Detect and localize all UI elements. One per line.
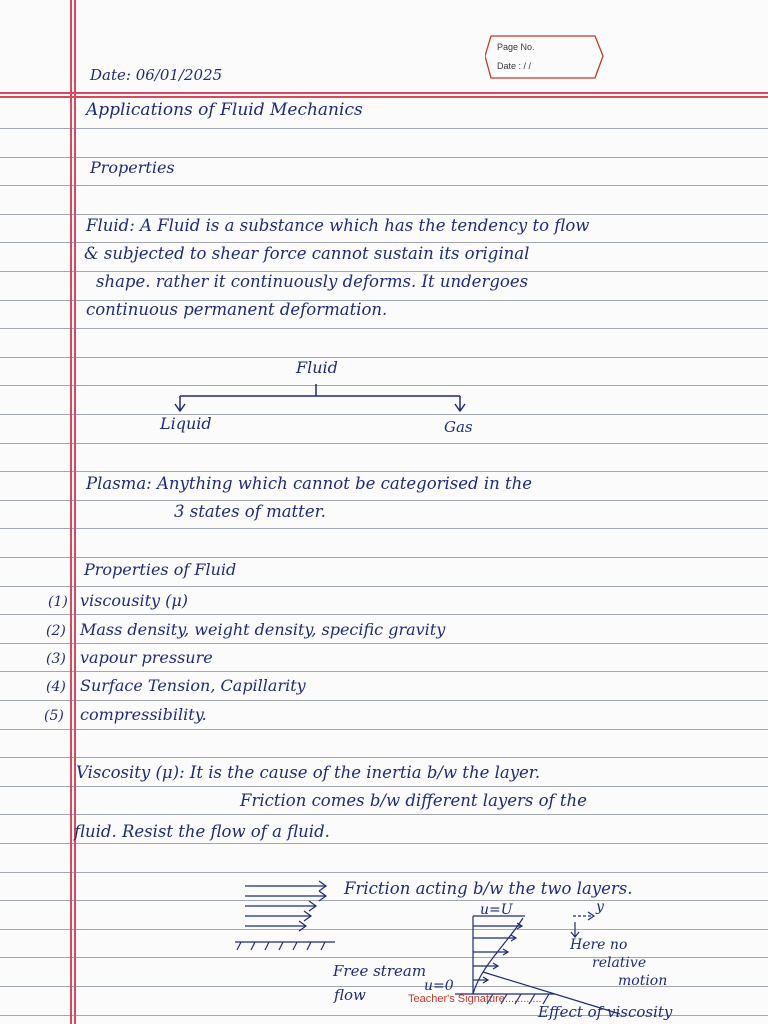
ruled-line xyxy=(0,872,768,873)
u-equals-U-label: u=U xyxy=(480,902,513,918)
ruled-line xyxy=(0,700,768,701)
ruled-line xyxy=(0,328,768,329)
viscosity-line-3: fluid. Resist the flow of a fluid. xyxy=(74,822,330,841)
list-item: viscousity (μ) xyxy=(80,591,189,610)
fluid-def-line-2: & subjected to shear force cannot sustain its original xyxy=(84,244,530,263)
ruled-line xyxy=(0,557,768,558)
teacher-signature-field: Teacher's Signature............ xyxy=(408,993,542,1005)
section-heading: Properties xyxy=(90,158,175,177)
margin-line xyxy=(70,0,72,1024)
plasma-line-2: 3 states of matter. xyxy=(174,502,326,521)
page-no-label: Page No. xyxy=(497,42,535,52)
list-item: vapour pressure xyxy=(80,648,213,667)
list-item: compressibility. xyxy=(80,705,207,724)
page-title: Applications of Fluid Mechanics xyxy=(86,100,363,120)
relative-label: relative xyxy=(592,955,647,971)
ruled-line xyxy=(0,586,768,587)
date-label: Date : / / xyxy=(497,61,532,71)
ruled-line xyxy=(0,729,768,730)
diagram-liquid: Liquid xyxy=(160,414,212,433)
ruled-line xyxy=(0,786,768,787)
fluid-def-line-1: Fluid: A Fluid is a substance which has the tendency to flow xyxy=(86,216,590,235)
fluid-def-line-4: continuous permanent deformation. xyxy=(86,300,388,319)
friction-label: Friction acting b/w the two layers. xyxy=(344,879,633,898)
viscosity-line-2: Friction comes b/w different layers of the xyxy=(240,791,587,810)
here-no-label: Here no xyxy=(570,937,628,953)
diagram-gas: Gas xyxy=(444,418,473,436)
viscosity-line-1: Viscosity (μ): It is the cause of the inertia b/w the layer. xyxy=(76,763,541,782)
diagram-root-fluid: Fluid xyxy=(296,358,338,377)
list-number: (5) xyxy=(44,708,64,724)
plasma-line-1: Plasma: Anything which cannot be categorised in the xyxy=(86,474,532,493)
page-number-box xyxy=(485,34,600,78)
ruled-line xyxy=(0,814,768,815)
ruled-line xyxy=(0,643,768,644)
ruled-line xyxy=(0,500,768,501)
free-stream-label: Free stream xyxy=(333,962,427,980)
motion-label: motion xyxy=(618,973,668,989)
ruled-line xyxy=(0,242,768,243)
flow-label: flow xyxy=(334,986,366,1004)
ruled-line xyxy=(0,414,768,415)
ruled-line xyxy=(0,443,768,444)
ruled-line xyxy=(0,128,768,129)
ruled-line xyxy=(0,671,768,672)
ruled-line xyxy=(0,843,768,844)
ruled-line xyxy=(0,471,768,472)
properties-heading: Properties of Fluid xyxy=(84,560,237,579)
list-item: Surface Tension, Capillarity xyxy=(80,676,306,695)
top-red-rule-2 xyxy=(0,96,768,98)
ruled-line xyxy=(0,214,768,215)
y-label: y xyxy=(596,899,604,915)
ruled-line xyxy=(0,757,768,758)
list-number: (4) xyxy=(46,679,66,695)
ruled-line xyxy=(0,614,768,615)
ruled-line xyxy=(0,528,768,529)
ruled-line xyxy=(0,185,768,186)
list-number: (2) xyxy=(46,623,66,639)
u-zero-label: u=0 xyxy=(424,978,454,994)
date-text: Date: 06/01/2025 xyxy=(90,66,223,84)
fluid-def-line-3: shape. rather it continuously deforms. It undergoes xyxy=(96,272,529,291)
fluid-tree-diagram xyxy=(170,380,470,414)
top-red-rule xyxy=(0,92,768,94)
list-number: (3) xyxy=(46,651,66,667)
ruled-line xyxy=(0,357,768,358)
margin-line-2 xyxy=(74,0,76,1024)
effect-of-viscosity-label: Effect of viscosity xyxy=(538,1003,673,1021)
list-item: Mass density, weight density, specific gravity xyxy=(80,620,446,639)
list-number: (1) xyxy=(48,594,68,610)
